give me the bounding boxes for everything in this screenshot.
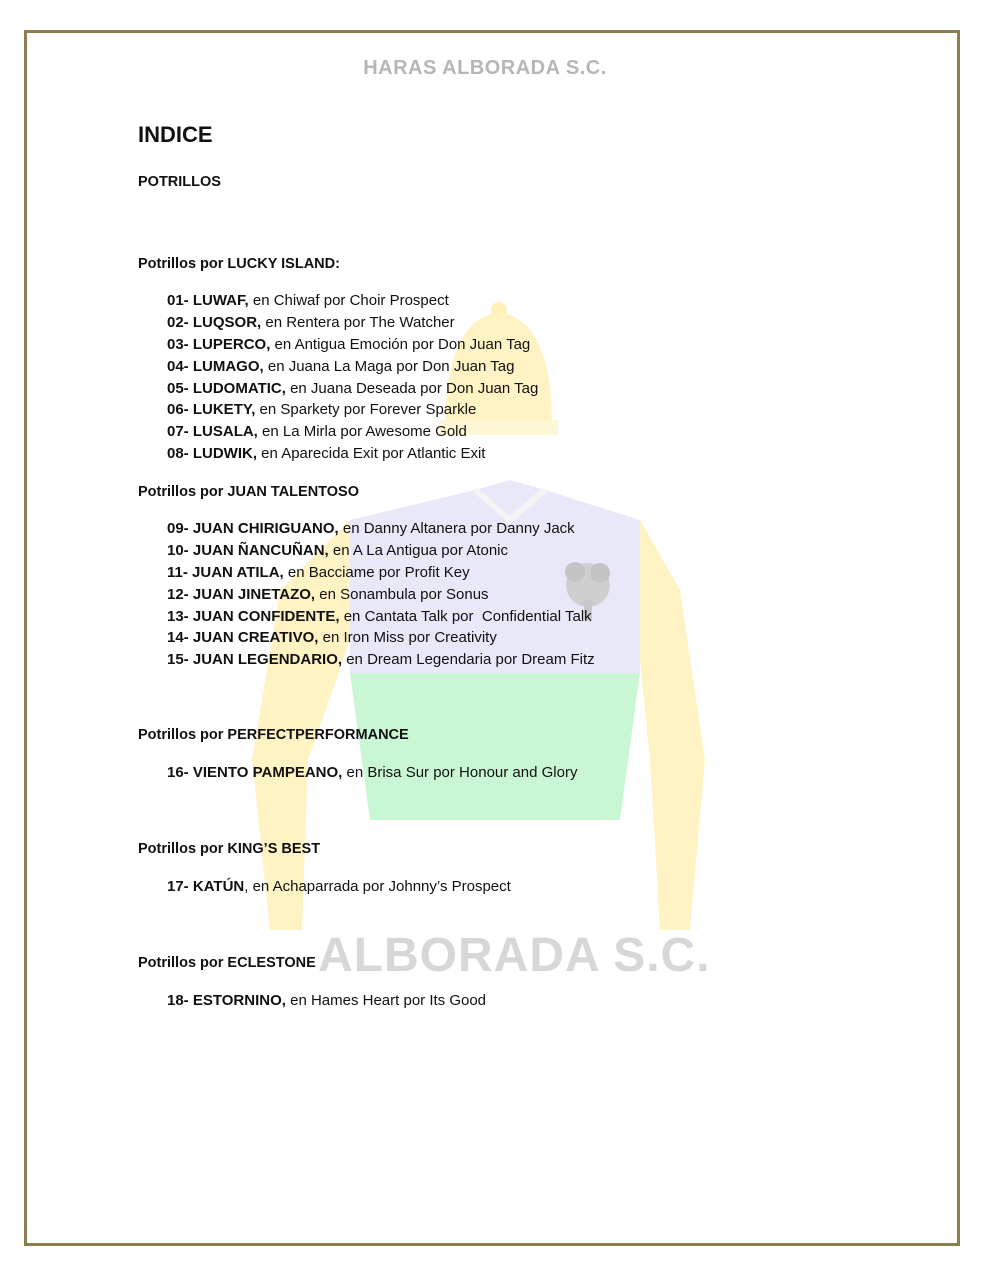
list-item: 02- LUQSOR, en Rentera por The Watcher	[167, 313, 455, 331]
entry-list-lucky-island	[167, 290, 538, 465]
list-item: 12- JUAN JINETAZO, en Sonambula por Sonus	[167, 585, 489, 603]
right-sleeve	[638, 520, 705, 930]
watermark-text: ALBORADA S.C.	[318, 929, 711, 982]
list-item: 16- VIENTO PAMPEANO, en Brisa Sur por Honour and Glory	[167, 764, 578, 781]
list-item: 01- LUWAF, en Chiwaf por Choir Prospect	[167, 292, 449, 309]
list-item: 07- LUSALA, en La Mirla por Awesome Gold	[167, 423, 467, 441]
entry-list-eclestone	[167, 990, 486, 1012]
section-heading-perfectperformance: Potrillos por PERFECTPERFORMANCE	[138, 727, 409, 743]
list-item: 06- LUKETY, en Sparkety por Forever Sparkle	[167, 401, 477, 419]
section-heading-eclestone: Potrillos por ECLESTONE	[138, 955, 316, 971]
jacket-lower	[350, 673, 640, 820]
category-label: POTRILLOS	[138, 174, 221, 190]
entry-list-juan-talentoso	[167, 518, 595, 671]
list-item: 03- LUPERCO, en Antigua Emoción por Don Juan Tag	[167, 335, 531, 353]
list-item: 10- JUAN ÑANCUÑAN, en A La Antigua por Atonic	[167, 541, 509, 559]
list-item: 18- ESTORNINO, en Hames Heart por Its Good	[167, 992, 487, 1009]
section-heading-juan-talentoso: Potrillos por JUAN TALENTOSO	[138, 484, 360, 500]
list-item: 09- JUAN CHIRIGUANO, en Danny Altanera por Danny Jack	[167, 520, 575, 537]
entry-list-perfectperformance	[167, 762, 577, 784]
list-item: 17- KATÚN, en Achaparrada por Johnny’s Prospect	[167, 878, 511, 895]
section-heading-kings-best: Potrillos por KING’S BEST	[138, 841, 321, 857]
list-item: 04- LUMAGO, en Juana La Maga por Don Juan Tag	[167, 357, 515, 375]
list-item: 08- LUDWIK, en Aparecida Exit por Atlantic Exit	[167, 445, 486, 463]
section-heading-lucky-island: Potrillos por LUCKY ISLAND:	[138, 256, 340, 272]
entry-list-kings-best	[167, 876, 511, 898]
document-header: HARAS ALBORADA S.C.	[363, 57, 607, 79]
list-item: 11- JUAN ATILA, en Bacciame por Profit Key	[167, 563, 470, 581]
list-item: 14- JUAN CREATIVO, en Iron Miss por Creativity	[167, 629, 497, 647]
index-title: INDICE	[138, 122, 213, 147]
list-item: 05- LUDOMATIC, en Juana Deseada por Don Juan Tag	[167, 379, 539, 397]
list-item: 15- JUAN LEGENDARIO, en Dream Legendaria por Dream Fitz	[167, 651, 595, 669]
list-item: 13- JUAN CONFIDENTE, en Cantata Talk por Confidential Talk	[167, 607, 592, 625]
